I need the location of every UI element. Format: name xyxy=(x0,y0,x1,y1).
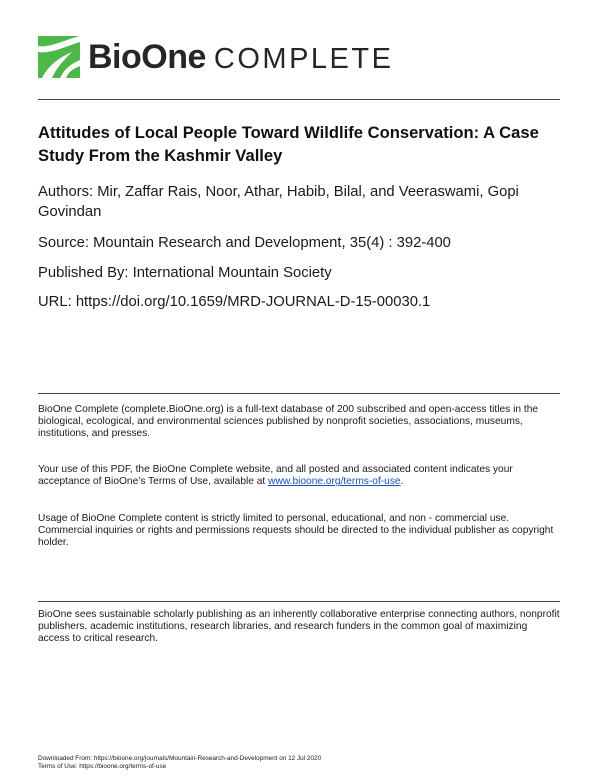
notice-mission-statement: BioOne sees sustainable scholarly publishing as an inherently collaborative enterprise connecting authors, nonprofit publishers, academic institutions, research libraries, and research funders in the common goal of maximizing access to critical research. xyxy=(38,609,560,645)
terms-of-use-link[interactable]: www.bioone.org/terms-of-use xyxy=(268,476,401,488)
download-footer xyxy=(38,755,321,771)
bioone-leaf-icon xyxy=(38,36,80,78)
notice-terms-end: . xyxy=(400,476,404,488)
notice-database-description: BioOne Complete (complete.BioOne.org) is a full-text database of 200 subscribed and open-access titles in the biological, ecological, and environmental sciences published by nonprofit societies, associations, museums, institutions, and presses. xyxy=(38,404,539,440)
notice-terms-text: Your use of this PDF, the BioOne Complete website, and all posted and associated content indicates your acceptance of BioOne’s Terms of Use, available at xyxy=(38,464,513,488)
footer-downloaded-from: Downloaded From: https://bioone.org/journals/Mountain-Research-and-Development on 12 Jul 2020 xyxy=(38,755,322,762)
footer-terms-of-use: Terms of Use: https://bioone.org/terms-of-use xyxy=(38,763,167,770)
logo-brand-light: COMPLETE xyxy=(213,42,394,75)
divider-middle xyxy=(38,393,560,394)
bioone-logo xyxy=(38,35,393,79)
article-publisher: Published By: International Mountain Society xyxy=(38,265,332,281)
article-title: Attitudes of Local People Toward Wildlife Conservation: A Case Study From the Kashmir Valley xyxy=(38,123,539,165)
divider-bottom xyxy=(38,601,560,602)
notice-usage-restrictions: Usage of BioOne Complete content is strictly limited to personal, educational, and non - commercial use. Commercial inquiries or rights and permissions requests should be directed to the individual publisher as copyright holder. xyxy=(38,513,554,549)
divider-top xyxy=(38,99,560,100)
notice-terms-of-use xyxy=(38,464,560,488)
article-authors: Authors: Mir, Zaffar Rais, Noor, Athar, Habib, Bilal, and Veeraswami, Gopi Govindan xyxy=(38,184,519,220)
article-source: Source: Mountain Research and Development, 35(4) : 392-400 xyxy=(38,235,451,251)
article-url[interactable]: URL: https://doi.org/10.1659/MRD-JOURNAL-D-15-00030.1 xyxy=(38,294,431,310)
logo-brand-bold: BioOne xyxy=(88,37,206,76)
